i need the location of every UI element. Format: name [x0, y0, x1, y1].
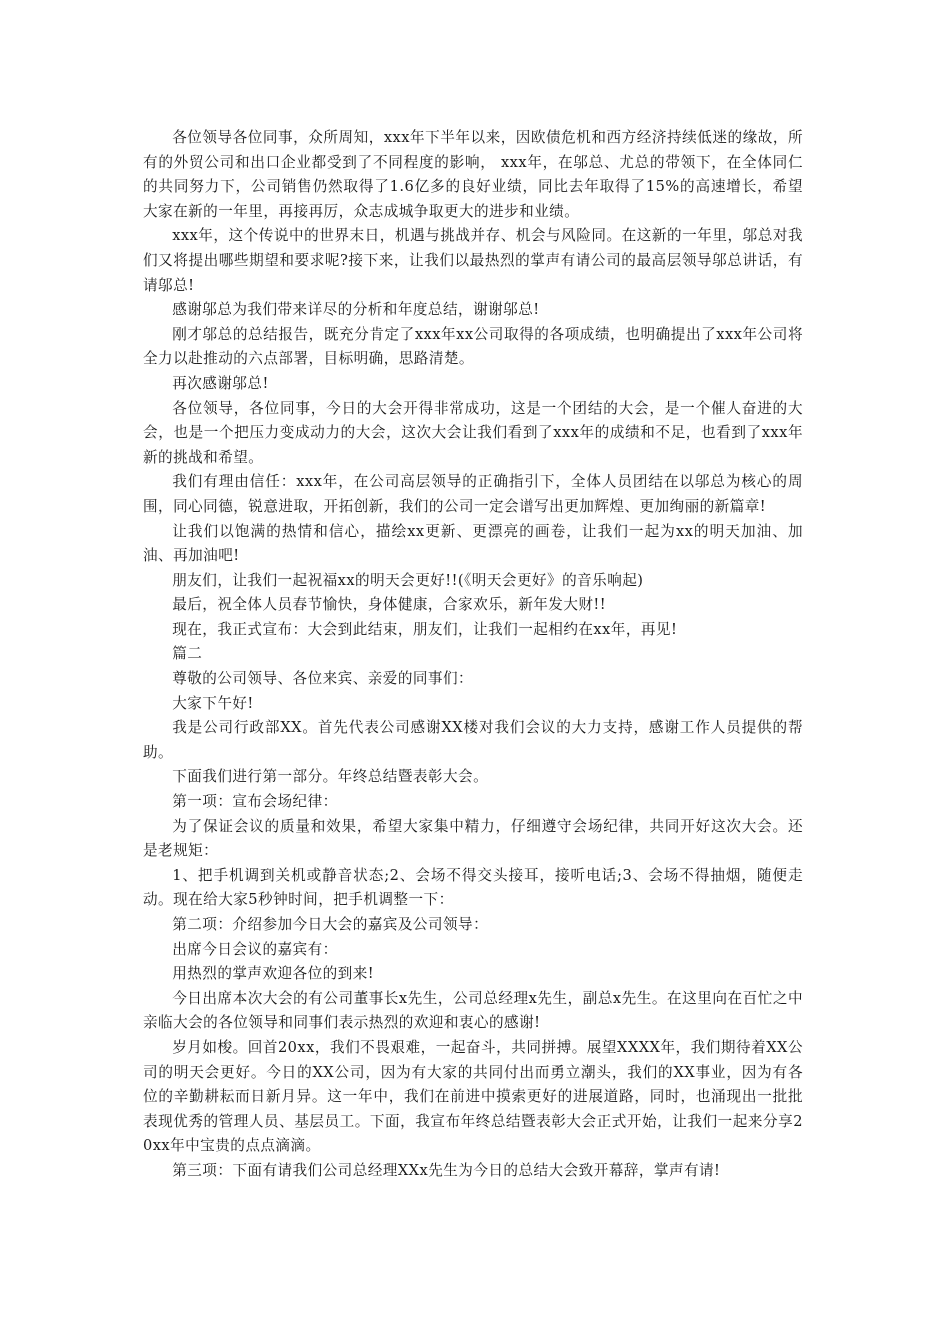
paragraph: 我是公司行政部XX。首先代表公司感谢XX楼对我们会议的大力支持，感谢工作人员提供的帮助。 [143, 719, 803, 761]
paragraph: 出席今日会议的嘉宾有： [172, 940, 338, 958]
document-body [143, 126, 803, 1184]
section-heading: 篇二 [172, 645, 203, 663]
paragraph: 今日出席本次大会的有公司董事长x先生，公司总经理x先生，副总x先生。在这里向在百忙之中亲临大会的各位领导和同事们表示热烈的欢迎和衷心的感谢! [143, 989, 803, 1032]
paragraph: 最后，祝全体人员春节愉快，身体健康，合家欢乐，新年发大财!! [172, 596, 607, 614]
paragraph: 各位领导各位同事，众所周知，xxx年下半年以来，因欧债危机和西方经济持续低迷的缘故，所有的外贸公司和出口企业都受到了不同程度的影响， xxx年，在邬总、尤总的带领下，在全体同仁的共同努力下，公司销售仍然取得了1.6亿多的良好业绩，同比去年取得了15%的高速增长，希望大家在新的一年里，再接再厉，众志成城争取更大的进步和业绩。 [143, 129, 803, 220]
paragraph: 朋友们，让我们一起祝福xx的明天会更好!!(《明天会更好》的音乐响起) [172, 571, 644, 589]
paragraph: 第一项：宣布会场纪律： [172, 793, 338, 811]
paragraph: 我们有理由信任：xxx年，在公司高层领导的正确指引下，全体人员团结在以邬总为核心的周围，同心同德，锐意进取，开拓创新，我们的公司一定会谱写出更加辉煌、更加绚丽的新篇章! [143, 473, 803, 515]
paragraph: 岁月如梭。回首20xx，我们不畏艰难，一起奋斗，共同拼搏。展望XXXX年，我们期待着XX公司的明天会更好。今日的XX公司，因为有大家的共同付出而勇立潮头，我们的XX事业，因为有各位的辛勤耕耘而日新月异。这一年中，我们在前进中摸索更好的进展道路，同时，也涌现出一批批表现优秀的管理人员、基层员工。下面，我宣布年终总结暨表彰大会正式开始，让我们一起来分享20xx年中宝贵的点点滴滴。 [143, 1038, 803, 1155]
paragraph: 现在，我正式宣布：大会到此结束，朋友们，让我们一起相约在xx年，再见! [172, 620, 678, 638]
paragraph: 为了保证会议的质量和效果，希望大家集中精力，仔细遵守会场纪律，共同开好这次大会。还是老规矩： [143, 817, 803, 860]
paragraph: 刚才邬总的总结报告，既充分肯定了xxx年xx公司取得的各项成绩，也明确提出了xxx年公司将全力以赴推动的六点部署，目标明确，思路清楚。 [143, 325, 803, 368]
paragraph: 再次感谢邬总! [172, 374, 269, 392]
paragraph: 尊敬的公司领导、各位来宾、亲爱的同事们： [172, 670, 474, 688]
paragraph: 1、把手机调到关机或静音状态;2、会场不得交头接耳，接听电话;3、会场不得抽烟，随便走动。现在给大家5秒钟时间，把手机调整一下： [143, 866, 803, 909]
paragraph: 各位领导，各位同事，今日的大会开得非常成功，这是一个团结的大会，是一个催人奋进的大会，也是一个把压力变成动力的大会，这次大会让我们看到了xxx年的成绩和不足，也看到了xxx年新的挑战和希望。 [143, 399, 803, 466]
paragraph: 感谢邬总为我们带来详尽的分析和年度总结，谢谢邬总! [172, 301, 540, 319]
paragraph: 第三项：下面有请我们公司总经理XXx先生为今日的总结大会致开幕辞，掌声有请! [172, 1161, 721, 1179]
paragraph: xxx年，这个传说中的世界末日，机遇与挑战并存、机会与风险同。在这新的一年里，邬总对我们又将提出哪些期望和要求呢?接下来，让我们以最热烈的掌声有请公司的最高层领导邬总讲话，有请邬总! [143, 227, 803, 294]
paragraph: 让我们以饱满的热情和信心，描绘xx更新、更漂亮的画卷，让我们一起为xx的明天加油、加油、再加油吧! [143, 522, 803, 565]
paragraph: 第二项：介绍参加今日大会的嘉宾及公司领导： [172, 916, 489, 933]
paragraph: 用热烈的掌声欢迎各位的到来! [172, 965, 375, 983]
paragraph: 下面我们进行第一部分。年终总结暨表彰大会。 [172, 768, 489, 786]
paragraph: 大家下午好! [172, 694, 254, 712]
